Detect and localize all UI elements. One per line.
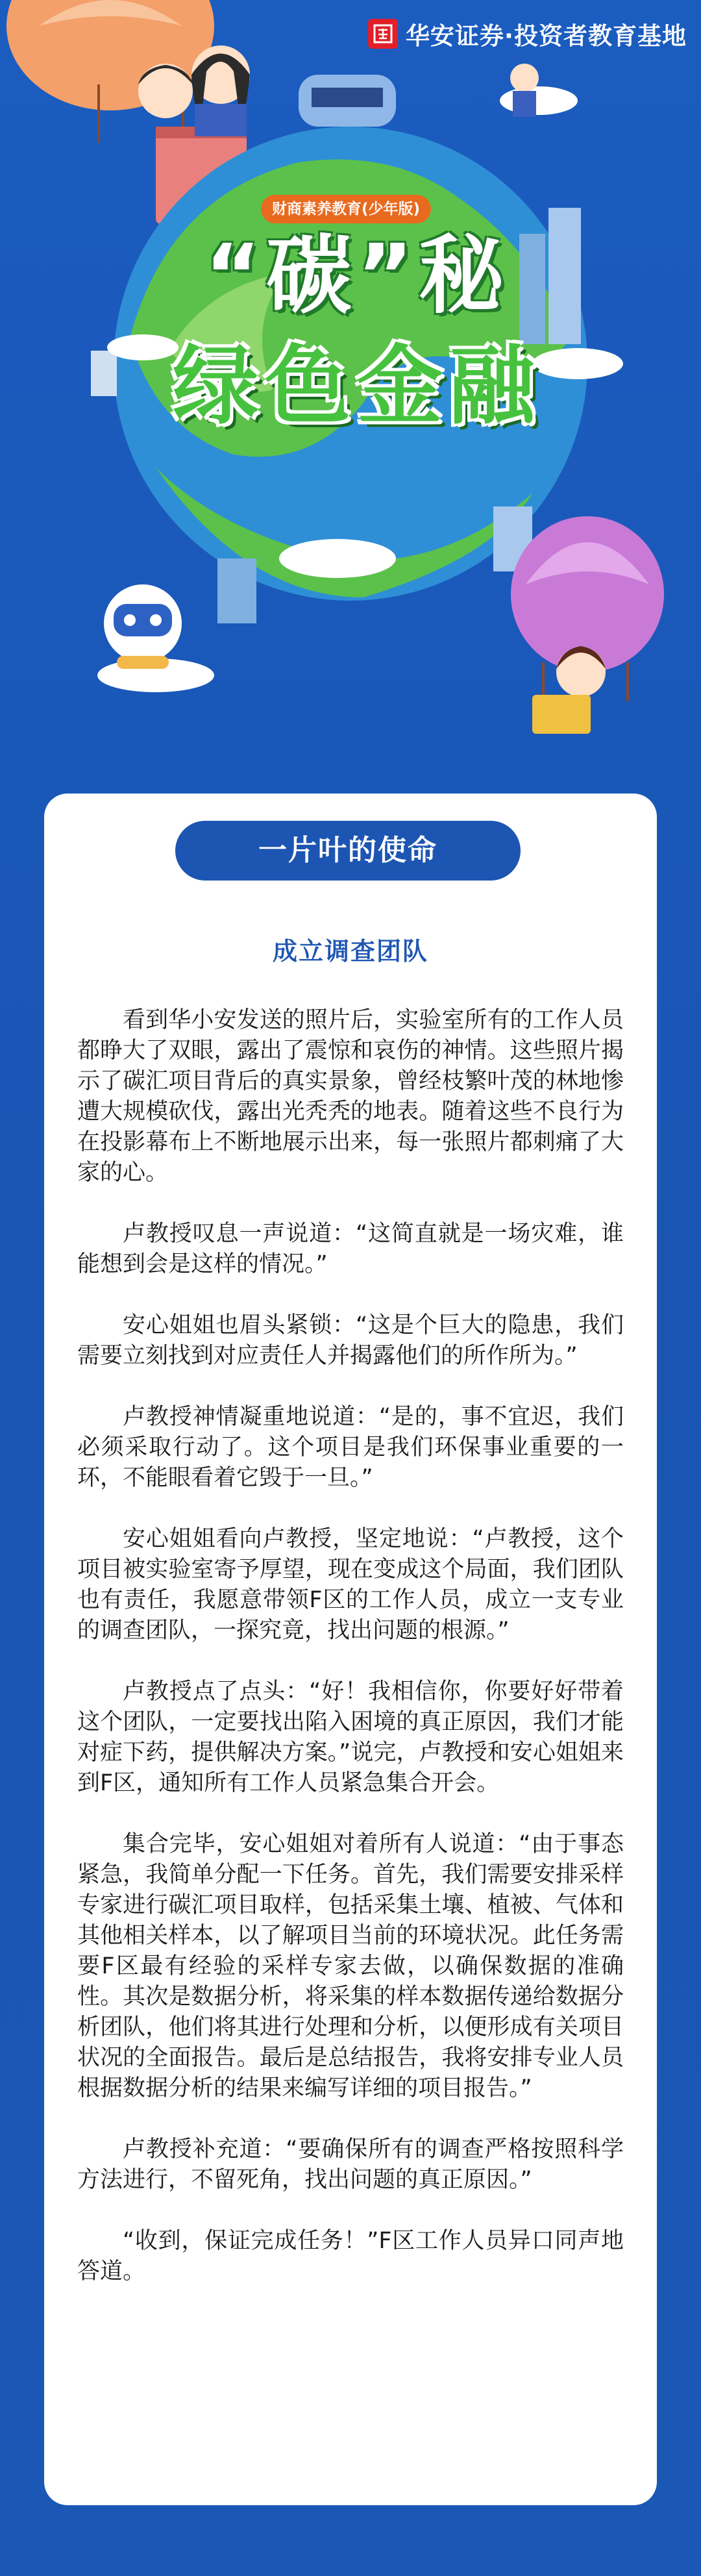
paragraph: 安心姐姐也眉头紧锁：“这是个巨大的隐患，我们需要立刻找到对应责任人并揭露他们的所作所为。” [77, 1312, 624, 1369]
brand-header [368, 14, 687, 53]
seal-icon [373, 23, 393, 44]
hot-air-balloon-purple-icon [511, 516, 664, 734]
hero-subtitle-badge: 财商素养教育(少年版) [261, 195, 431, 223]
brand-text: 华安证券·投资者教育基地 [405, 22, 687, 50]
paragraph: “收到，保证完成任务！”F区工作人员异口同声地答道。 [77, 2228, 624, 2284]
hero-title-line2: 绿色金融 [173, 336, 541, 436]
robot-mascot-icon [104, 584, 182, 669]
paragraph: 卢教授点了点头：“好！我相信你，你要好好带着这个团队，一定要找出陷入困境的真正原因，我们才能对症下药，提供解决方案。”说完，卢教授和安心姐姐来到F区，通知所有工作人员紧急集合开会。 [77, 1679, 624, 1796]
train-station-icon [299, 75, 396, 127]
hero-title-line1: “碳”秘 [204, 226, 510, 326]
chapter-subtitle: 成立调查团队 [272, 937, 428, 966]
paragraph: 卢教授神情凝重地说道：“是的，事不宜迟，我们必须采取行动了。这个项目是我们环保事业重要的一环，不能眼看着它毁于一旦。” [77, 1404, 624, 1491]
section-title: 一片叶的使命 [175, 821, 521, 881]
hero-illustration [0, 0, 701, 766]
paragraph: 卢教授叹息一声说道：“这简直就是一场灾难，谁能想到会是这样的情况。” [77, 1221, 624, 1277]
paragraph: 卢教授补充道：“要确保所有的调查严格按照科学方法进行，不留死角，找出问题的真正原因。” [77, 2136, 624, 2193]
paragraph: 安心姐姐看向卢教授，坚定地说：“卢教授，这个项目被实验室寄予厚望，现在变成这个局面，我们团队也有责任，我愿意带领F区的工作人员，成立一支专业的调查团队，一探究竟，找出问题的根源。” [77, 1526, 624, 1644]
paragraph: 看到华小安发送的照片后，实验室所有的工作人员都睁大了双眼，露出了震惊和哀伤的神情。这些照片揭示了碳汇项目背后的真实景象，曾经枝繁叶茂的林地惨遭大规模砍伐，露出光秃秃的地表。随着这些不良行为在投影幕布上不断地展示出来，每一张照片都刺痛了大家的心。 [77, 1007, 624, 1186]
paragraph: 集合完毕，安心姐姐对着所有人说道：“由于事态紧急，我简单分配一下任务。首先，我们需要安排采样专家进行碳汇项目取样，包括采集土壤、植被、气体和其他相关样本，以了解项目当前的环境状况。此任务需要F区最有经验的采样专家去做，以确保数据的准确性。其次是数据分析，将采集的样本数据传递给数据分析团队，他们将其进行处理和分析，以便形成有关项目状况的全面报告。最后是总结报告，我将安排专业人员根据数据分析的结果来编写详细的项目报告。” [77, 1831, 624, 2101]
brand-logo-icon [368, 19, 398, 49]
content-card [44, 794, 657, 2505]
story-body [77, 1005, 624, 2287]
